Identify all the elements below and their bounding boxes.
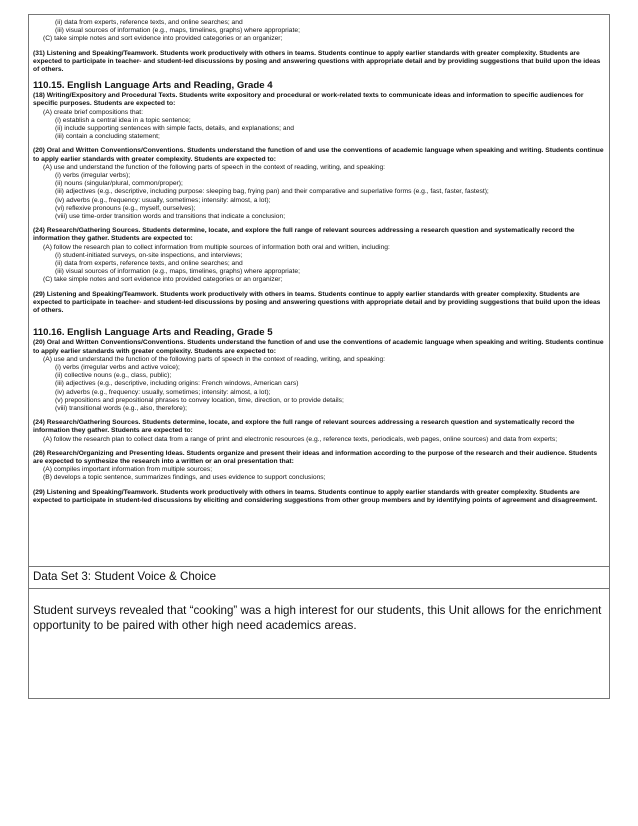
list-item: (ii) collective nouns (e.g., class, public); <box>55 372 172 380</box>
list-item: (iii) adjectives (e.g., descriptive, including origins: French windows, American cars) <box>55 380 299 388</box>
list-item: (C) take simple notes and sort evidence into provided categories or an organizer; <box>43 35 283 43</box>
list-item: (A) use and understand the function of the following parts of speech in the context of reading, writing, and speaking: <box>43 355 386 363</box>
g4-standard-29: (29) Listening and Speaking/Teamwork. Students work productively with others in teams. Students continue to apply earlier standards with greater complexity. Students are expected to participate in teacher- and student-led discussions by posing and answering questions with appropriate detail and by providing suggestions that build upon the ideas of others. <box>33 290 601 315</box>
grade4-heading: 110.15. English Language Arts and Reading, Grade 4 <box>33 80 273 92</box>
g5-standard-26-list <box>33 466 605 482</box>
list-item: (B) develops a topic sentence, summarizes findings, and uses evidence to support conclusions; <box>43 474 326 482</box>
g5-standard-26-title: (26) Research/Organizing and Presenting Ideas. Students organize and present their ideas and information according to the purpose of the research and their audience. Students are expected to synthesize the research into a written or an oral presentation that: <box>33 449 598 465</box>
list-item: (C) take simple notes and sort evidence into provided categories or an organizer; <box>43 276 283 284</box>
list-item: (iv) adverbs (e.g., frequency: usually, sometimes; intensity: almost, a lot); <box>55 388 271 396</box>
g4-standard-18-list <box>33 109 605 142</box>
list-item: (iii) adjectives (e.g., descriptive, including purpose: sleeping bag, frying pan) and their comparative and superlative forms (e.g., fast, faster, fastest); <box>55 188 489 196</box>
grade5-heading: 110.16. English Language Arts and Reading, Grade 5 <box>33 327 273 339</box>
list-item: (A) compiles important information from multiple sources; <box>43 466 213 474</box>
list-item: (iii) contain a concluding statement; <box>55 133 160 141</box>
list-item: (i) verbs (irregular verbs); <box>55 172 131 180</box>
list-item: (A) create brief compositions that: <box>43 108 143 116</box>
g4-standard-18-title: (18) Writing/Expository and Procedural Texts. Students write expository and procedural or work-related texts to communicate ideas and information to specific audiences for specific purposes. Students are expected to: <box>33 92 584 108</box>
list-item: (iii) visual sources of information (e.g., maps, timelines, graphs) where appropriate; <box>55 268 300 276</box>
list-item: (ii) data from experts, reference texts, and online searches; and <box>55 260 243 268</box>
list-item: (ii) include supporting sentences with simple facts, details, and explanations; and <box>55 125 295 133</box>
g5-standard-20-list <box>33 356 605 413</box>
g5-standard-24-title: (24) Research/Gathering Sources. Students determine, locate, and explore the full range of relevant sources addressing a research question and systematically record the information they gather. Students are expected to: <box>33 419 575 435</box>
g5-standard-20-title: (20) Oral and Written Conventions/Conventions. Students understand the function of and use the conventions of academic language when speaking and writing. Students continue to apply earlier standards with greater complexity. Students are expected to: <box>33 339 604 355</box>
list-item: (viii) transitional words (e.g., also, therefore); <box>55 404 187 412</box>
g4-standard-24-title: (24) Research/Gathering Sources. Students determine, locate, and explore the full range of relevant sources addressing a research question and systematically record the information they gather. Students are expected to: <box>33 227 575 243</box>
list-item: (iii) visual sources of information (e.g., maps, timelines, graphs) where appropriate; <box>55 27 300 35</box>
list-item: (i) establish a central idea in a topic sentence; <box>55 116 191 124</box>
list-item: (iv) adverbs (e.g., frequency: usually, sometimes; intensity: almost, a lot); <box>55 196 271 204</box>
list-item: (A) follow the research plan to collect data from a range of print and electronic resources (e.g., reference texts, periodicals, web pages, online sources) and data from experts; <box>43 435 558 443</box>
list-item: (A) use and understand the function of the following parts of speech in the context of reading, writing, and speaking: <box>43 163 386 171</box>
list-item: (ii) data from experts, reference texts, and online searches; and <box>55 19 243 26</box>
data-set-header <box>28 567 610 589</box>
data-set-body: Student surveys revealed that “cooking” was a high interest for our students, this Unit allows for the enrichment opportunity to be paired with other high need academics areas. <box>33 604 602 632</box>
standards-box <box>28 14 610 567</box>
list-item: (i) student-initiated surveys, on-site inspections, and interviews; <box>55 251 243 259</box>
g5-standard-29: (29) Listening and Speaking/Teamwork. Students work productively with others in teams. Students continue to apply earlier standards with greater complexity. Students are expected to participate in student-led discussions by eliciting and considering suggestions from other group members and by identifying points of agreement and disagreement. <box>33 488 598 504</box>
standard-31: (31) Listening and Speaking/Teamwork. Students work productively with others in teams. Students continue to apply earlier standards with greater complexity. Students are expected to participate in teacher- and student-led discussions by posing and answering questions with appropriate detail and by providing suggestions that build upon the ideas of others. <box>33 49 601 74</box>
data-set-body-box <box>28 589 610 699</box>
g4-standard-20-title: (20) Oral and Written Conventions/Conventions. Students understand the function of and use the conventions of academic language when speaking and writing. Students continue to apply earlier standards with greater complexity. Students are expected to: <box>33 147 604 163</box>
list-item: (viii) use time-order transition words and transitions that indicate a conclusion; <box>55 213 286 221</box>
list-item: (i) verbs (irregular verbs and active voice); <box>55 363 180 371</box>
g4-standard-24-list <box>33 244 605 285</box>
g5-standard-24-list <box>33 436 605 444</box>
list-item: (A) follow the research plan to collect information from multiple sources of information both oral and written, including: <box>43 243 390 251</box>
g4-standard-20-list <box>33 164 605 221</box>
data-set-title: Data Set 3: Student Voice & Choice <box>33 570 217 583</box>
list-item: (ii) nouns (singular/plural, common/proper); <box>55 180 183 188</box>
list-item: (vi) reflexive pronouns (e.g., myself, ourselves); <box>55 204 196 212</box>
top-list <box>33 19 605 44</box>
list-item: (v) prepositions and prepositional phrases to convey location, time, direction, or to provide details; <box>55 396 344 404</box>
document-page <box>28 14 610 699</box>
